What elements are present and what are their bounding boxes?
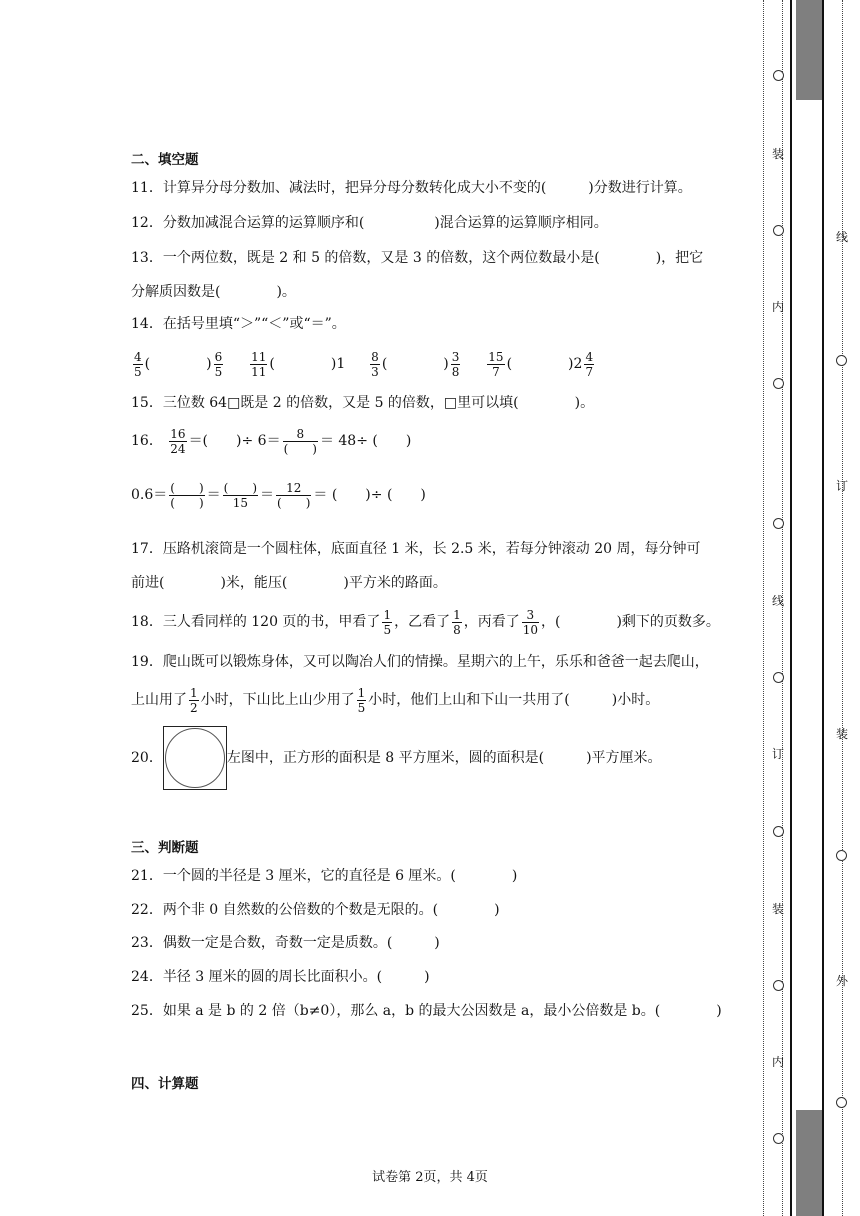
question-text: ，丙看了 [463, 614, 520, 630]
binding-label: 订 [772, 747, 785, 761]
binding-rule [790, 0, 792, 1216]
fraction: $\frac{11}{11}$ [251, 349, 267, 379]
question-17-line1: 17．压路机滚筒是一个圆柱体，底面直径 1 米，长 2.5 米，若每分钟滚动 20 周，每分钟可 [131, 541, 701, 557]
binding-rule-right [822, 0, 824, 1216]
section-title-fill-blank: 二、填空题 [131, 152, 199, 168]
binding-label-outer: 装 [836, 727, 849, 741]
question-15: 15．三位数 64□既是 2 的倍数，又是 5 的倍数，□里可以填( )。 [131, 395, 595, 411]
fraction: $\frac{1}{5}$ [357, 685, 366, 715]
page-footer: 试卷第 2页，共 4页 [372, 1170, 488, 1185]
binding-hole [773, 672, 784, 683]
fraction: $\frac{12}{( )}$ [277, 480, 311, 510]
question-17-line2: 前进( )米，能压( )平方米的路面。 [131, 575, 447, 591]
binding-label-outer: 外 [836, 974, 849, 988]
question-text: 小时，下山比上山少用了 [200, 692, 355, 708]
question-13-line2: 分解质因数是( )。 [131, 284, 296, 300]
question-text: ，乙看了 [394, 614, 451, 630]
fraction: $\frac{( )}{15}$ [223, 480, 258, 510]
equation-text: ＝ [206, 487, 221, 503]
square-with-circle-figure [163, 726, 227, 790]
binding-label: 装 [772, 902, 785, 916]
binding-hole [773, 225, 784, 236]
equation-text: ＝ 48÷ ( ) [319, 433, 412, 449]
binding-label-outer: 订 [836, 479, 849, 493]
dotted-line-right [842, 0, 843, 1216]
dotted-line-outer [763, 0, 764, 1216]
question-14-row [131, 346, 596, 382]
binding-gray-top [796, 0, 822, 100]
answer-blank[interactable]: ( ) [144, 356, 212, 372]
question-23: 23．偶数一定是合数，奇数一定是质数。( ) [131, 935, 440, 951]
answer-blank[interactable]: ( ) [381, 356, 449, 372]
question-text: 上山用了 [131, 692, 187, 708]
binding-hole [773, 1133, 784, 1144]
number: 1 [336, 356, 346, 372]
fraction: $\frac{3}{10}$ [522, 607, 538, 637]
question-19-line2 [131, 682, 659, 718]
question-14: 14．在括号里填“＞”“＜”或“＝”。 [131, 316, 346, 332]
question-20 [131, 726, 662, 790]
equation-text: ＝ [260, 487, 275, 503]
answer-blank[interactable]: ( ) [506, 356, 574, 372]
fraction: $\frac{16}{24}$ [170, 426, 186, 456]
question-21: 21．一个圆的半径是 3 厘米，它的直径是 6 厘米。( ) [131, 868, 518, 884]
binding-label: 内 [772, 1055, 785, 1069]
question-16-line2 [131, 475, 426, 515]
question-16-line1 [131, 422, 411, 460]
number: 2 [573, 356, 583, 372]
fraction: $\frac{8}{3}$ [371, 349, 379, 379]
question-text: 18．三人看同样的 120 页的书，甲看了 [131, 614, 381, 630]
binding-hole [773, 518, 784, 529]
binding-hole-outer [836, 850, 847, 861]
equation-text: ＝ ( )÷ ( ) [313, 487, 426, 503]
question-18 [131, 604, 720, 640]
question-number: 16． [131, 433, 163, 449]
binding-label: 线 [772, 594, 785, 608]
question-text: 小时，他们上山和下山一共用了( )小时。 [368, 692, 660, 708]
section-title-judgement: 三、判断题 [131, 840, 199, 856]
binding-gray-bottom [796, 1110, 822, 1216]
fraction: $\frac{6}{5}$ [214, 349, 223, 379]
fraction: $\frac{8}{( )}$ [283, 426, 317, 456]
fraction: $\frac{15}{7}$ [488, 349, 504, 379]
question-19-line1: 19．爬山既可以锻炼身体，又可以陶冶人们的情操。星期六的上午，乐乐和爸爸一起去爬山， [131, 654, 709, 670]
question-number: 20． [131, 750, 163, 766]
circle-shape [165, 728, 225, 788]
fraction: $\frac{4}{7}$ [585, 349, 594, 379]
question-22: 22．两个非 0 自然数的公倍数的个数是无限的。( ) [131, 902, 500, 918]
binding-hole [773, 70, 784, 81]
fraction: $\frac{1}{5}$ [383, 607, 392, 637]
binding-hole [773, 826, 784, 837]
binding-label: 内 [772, 300, 785, 314]
equation-text: ＝( )÷ 6＝ [188, 433, 281, 449]
binding-label-outer: 线 [836, 230, 849, 244]
fraction: $\frac{4}{5}$ [134, 349, 142, 379]
fraction: $\frac{1}{8}$ [453, 607, 461, 637]
question-24: 24．半径 3 厘米的圆的周长比面积小。( ) [131, 969, 430, 985]
equation-text: 0.6＝ [131, 487, 168, 503]
question-text: ，( )剩下的页数多。 [541, 614, 720, 630]
fraction: $\frac{( )}{( )}$ [170, 480, 204, 510]
binding-hole-outer [836, 1097, 847, 1108]
question-25: 25．如果 a 是 b 的 2 倍（b≠0），那么 a，b 的最大公因数是 a，最小公倍数是 b。( ) [131, 1003, 722, 1019]
question-text: 左图中，正方形的面积是 8 平方厘米，圆的面积是( )平方厘米。 [226, 750, 662, 766]
fraction: $\frac{3}{8}$ [451, 349, 460, 379]
question-13-line1: 13．一个两位数，既是 2 和 5 的倍数，又是 3 的倍数，这个两位数最小是( )，把它 [131, 250, 704, 266]
fraction: $\frac{1}{2}$ [190, 685, 198, 715]
binding-hole [773, 980, 784, 991]
question-11: 11．计算异分母分数加、减法时，把异分母分数转化成大小不变的( )分数进行计算。 [131, 180, 692, 196]
binding-hole [773, 378, 784, 389]
binding-hole-outer [836, 355, 847, 366]
section-title-calculation: 四、计算题 [131, 1076, 199, 1092]
question-12: 12．分数加减混合运算的运算顺序和( )混合运算的运算顺序相同。 [131, 215, 608, 231]
answer-blank[interactable]: ( ) [269, 356, 337, 372]
binding-label: 装 [772, 147, 785, 161]
